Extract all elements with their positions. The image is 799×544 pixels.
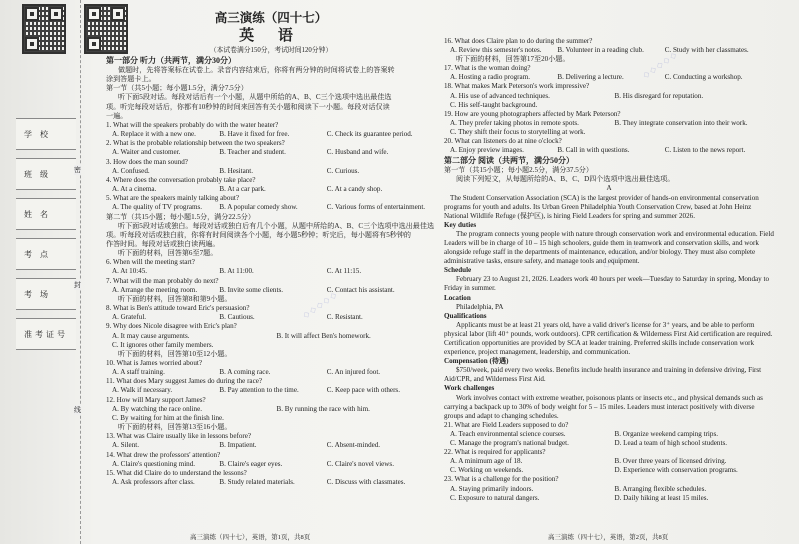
option: A. Arrange the meeting room. xyxy=(112,285,198,294)
heading-compensation: Compensation (待遇) xyxy=(444,357,509,366)
strip-exam-room: 考 场 xyxy=(16,278,76,310)
question xyxy=(106,377,436,395)
question-stem: 11. What does Mary suggest James do during the race? xyxy=(106,377,263,386)
option: B. Hesitant. xyxy=(219,166,254,175)
footer-page-2: 高三演练（四十七），英语，第2页，共8页 xyxy=(548,534,669,541)
option-row xyxy=(106,203,436,212)
part2-instr: 阅读下列短文，从每题所给的A、B、C、D四个选项中选出最佳选项。 xyxy=(456,175,675,184)
footer-page-1: 高三演练（四十七），英语，第1页，共8页 xyxy=(190,534,311,541)
option: A. The quality of TV programs. xyxy=(112,203,203,212)
option: C. Conducting a workshop. xyxy=(664,73,743,82)
question xyxy=(444,37,774,55)
option: C. By waiting for him at the finish line. xyxy=(112,413,224,422)
option: A. They prefer taking photos in remote spots. xyxy=(450,118,579,127)
heading-challenges: Work challenges xyxy=(444,384,495,393)
heading-location: Location xyxy=(444,293,471,302)
option: A. Hosting a radio program. xyxy=(450,73,530,82)
question xyxy=(444,475,774,502)
option: A. Waiter and customer. xyxy=(112,148,181,157)
option: A. By watching the race online. xyxy=(112,404,203,413)
binding-mark-close: 封 xyxy=(74,281,81,289)
option: C. At 11:15. xyxy=(326,267,362,276)
option-row xyxy=(444,494,774,503)
option: C. Listen to the news report. xyxy=(664,146,746,155)
option: A. Grateful. xyxy=(112,313,147,322)
option: B. Organize weekend camping trips. xyxy=(614,429,718,438)
question-stem: 9. Why does Nicole disagree with Eric's plan? xyxy=(106,322,237,331)
questions-1-5 xyxy=(106,121,436,213)
option-row xyxy=(106,267,436,276)
question xyxy=(106,158,436,176)
option-row xyxy=(106,478,436,487)
option: A. Staying primarily indoors. xyxy=(450,484,534,493)
question-stem: 6. When will the meeting start? xyxy=(106,258,195,267)
material-note-10: 听下面的材料，回答第10至12小题。 xyxy=(118,349,232,358)
question xyxy=(106,194,436,212)
heading-qualifications: Qualifications xyxy=(444,311,487,320)
option: C. Husband and wife. xyxy=(326,148,389,157)
question xyxy=(444,137,774,155)
option: C. His self-taught background. xyxy=(450,100,538,109)
column-right xyxy=(444,37,774,503)
binding-line xyxy=(80,0,81,544)
passage-location: Philadelphia, PA xyxy=(456,302,504,311)
option: B. Delivering a lecture. xyxy=(557,73,624,82)
option-row xyxy=(444,73,774,82)
option: C. An injured foot. xyxy=(326,368,381,377)
option-row xyxy=(106,313,436,322)
option-row xyxy=(444,92,774,101)
option-row xyxy=(106,441,436,450)
question xyxy=(106,359,436,377)
option: C. Absent-minded. xyxy=(326,441,381,450)
question-stem: 21. What are Field Leaders supposed to do? xyxy=(444,420,569,429)
question xyxy=(106,451,436,469)
option: B. His disregard for reputation. xyxy=(614,91,704,100)
option: C. Contact his assistant. xyxy=(326,285,395,294)
option: C. Discuss with classmates. xyxy=(326,478,406,487)
passage-intro: The Student Conservation Association (SCA) is the largest provider of hands-on environmental conservation programs for youth and adults. Its Urban Green Philadelphia Youth Conservation Crew, based at John Heinz National Wildlife Refuge (保护区), is hiring Field Leaders for spring and summer 2026. xyxy=(444,193,759,220)
column-left xyxy=(106,6,436,487)
option: D. Daily hiking at least 15 miles. xyxy=(614,493,709,502)
option-row xyxy=(106,368,436,377)
option-row xyxy=(106,130,436,139)
option: A. Confused. xyxy=(112,166,150,175)
option: C. It ignores other family members. xyxy=(112,340,214,349)
option: B. Impatient. xyxy=(219,441,257,450)
option: C. Manage the program's national budget. xyxy=(450,439,569,448)
option: A. His use of advanced techniques. xyxy=(450,91,550,100)
qr-code-left xyxy=(22,4,66,54)
question-stem: 7. What will the man probably do next? xyxy=(106,276,219,285)
strip-exam-number: 准考证号 xyxy=(16,318,76,350)
option: C. Exposure to natural dangers. xyxy=(450,493,540,502)
option: A. Silent. xyxy=(112,441,139,450)
option: B. It will affect Ben's homework. xyxy=(276,331,371,340)
heading-duties: Key duties xyxy=(444,220,477,229)
strip-class: 班 级 xyxy=(16,158,76,190)
question xyxy=(444,421,774,448)
option: A. Claire's questioning mind. xyxy=(112,459,196,468)
option-row xyxy=(106,460,436,469)
option: C. Curious. xyxy=(326,166,360,175)
option-row xyxy=(444,485,774,494)
option: A. Walk if necessary. xyxy=(112,386,173,395)
option-row xyxy=(106,386,436,395)
binding-mark-line: 线 xyxy=(74,406,81,414)
question-stem: 14. What drew the professors' attention? xyxy=(106,450,221,459)
passage-duties: The program connects young people with nature through conservation work and environmental education. Field Leaders will be in charge of 10 – 15 high schoolers, guide them in teamwork and conservation skills, and work alongside refuge staff in the departments of maintenance, education, and/or biology. They must also complete administrative tasks, ensure safety, and manage tools and equipment. xyxy=(444,229,774,266)
option-row xyxy=(444,466,774,475)
student-info-strip xyxy=(16,118,76,339)
option-row xyxy=(106,167,436,176)
option: B. Over three years of licensed driving. xyxy=(614,457,727,466)
option: A. At 10:45. xyxy=(112,267,148,276)
question xyxy=(106,304,436,322)
question xyxy=(106,121,436,139)
option: A. At a cinema. xyxy=(112,185,157,194)
question-stem: 12. How will Mary support James? xyxy=(106,395,206,404)
part1-title: 第一部分 听力（共两节，满分30分） xyxy=(106,56,236,65)
option: A. Ask professors after class. xyxy=(112,478,195,487)
option-row xyxy=(106,332,436,341)
part1-instr-1: 做题时，先将答案标在试卷上。录音内容结束后，你将有两分钟的时间将试卷上的答案转 xyxy=(118,66,395,74)
question xyxy=(106,258,436,276)
part1-instr-2: 涂到答题卡上。 xyxy=(106,75,156,84)
question xyxy=(444,64,774,82)
material-note-17: 听下面的材料，回答第17至20小题。 xyxy=(456,55,570,64)
question-stem: 18. What makes Mark Peterson's work impressive? xyxy=(444,82,590,91)
option: D. Experience with conservation programs. xyxy=(614,466,738,475)
option-row xyxy=(444,146,774,155)
question-stem: 23. What is a challenge for the position? xyxy=(444,475,559,484)
option: B. Invite some clients. xyxy=(219,285,283,294)
material-note-6: 听下面的材料，回答第6至7题。 xyxy=(118,249,218,258)
option: B. Pay attention to the time. xyxy=(219,386,299,395)
watermark-stamp: ◇◇◇◇◇ xyxy=(641,49,680,80)
option: C. Keep pace with others. xyxy=(326,386,400,395)
option: C. Resistant. xyxy=(326,313,363,322)
question-stem: 19. How are young photographers affected by Mark Peterson? xyxy=(444,109,621,118)
material-note-8: 听下面的材料，回答第8和第9小题。 xyxy=(118,294,232,303)
strip-exam-site: 考 点 xyxy=(16,238,76,270)
option: C. At a candy shop. xyxy=(326,185,383,194)
option: D. Lead a team of high school students. xyxy=(614,439,727,448)
question xyxy=(106,176,436,194)
sec1-instr-3: 一遍。 xyxy=(106,111,128,120)
option: B. They integrate conservation into their work. xyxy=(614,118,748,127)
question-stem: 1. What will the speakers probably do with the water heater? xyxy=(106,120,279,129)
sec2-instr-2: 项。听每段对话或独白前，你将有时间阅读各个小题，每小题5秒钟；听完后，每小题将有5秒钟的 xyxy=(106,230,412,239)
question-stem: 13. What was Claire usually like in lessons before? xyxy=(106,432,252,441)
sec2-instr-1: 听下面5段对话或独白。每段对话或独白后有几个小题，从题中所给的A、B、C三个选项中选出最佳选 xyxy=(118,221,435,230)
passage-qualifications: Applicants must be at least 21 years old, have a valid driver's license for 3⁺ years, and be able to perform physical labor (lift 40⁺ pounds, work outdoors). CPR certification & Wilderness First Aid certification are required. Certification opportunities are provided by SCA at leader training. Preferred skills include conservation work experience, project management, leadership, and communication. xyxy=(444,320,773,357)
question-stem: 3. How does the man sound? xyxy=(106,157,188,166)
option: B. Volunteer in a reading club. xyxy=(557,46,644,55)
question-stem: 10. What is James worried about? xyxy=(106,359,203,367)
question-stem: 20. What can listeners do at nine o'clock? xyxy=(444,137,562,146)
question xyxy=(106,396,436,423)
option-row xyxy=(444,46,774,55)
strip-school: 学 校 xyxy=(16,118,76,150)
question-stem: 4. Where does the conversation probably take place? xyxy=(106,175,256,184)
passage-compensation: $750/week, paid every two weeks. Benefits include health insurance and training in defensive driving, First Aid/CPR, and Wilderness First Aid. xyxy=(444,366,762,384)
sec2-instr-3: 作答时间。每段对话或独白读两遍。 xyxy=(106,239,220,248)
option: B. At 11:00. xyxy=(219,267,254,276)
option: B. Teacher and student. xyxy=(219,148,286,157)
option: A. Review this semester's notes. xyxy=(450,46,542,55)
strip-name: 姓 名 xyxy=(16,198,76,230)
watermark-stamp: ◇◇◇◇◇ xyxy=(601,239,640,270)
option: A. Teach environmental science courses. xyxy=(450,429,566,438)
question-stem: 5. What are the speakers mainly talking about? xyxy=(106,194,240,203)
option-row xyxy=(444,457,774,466)
option: A. It may cause arguments. xyxy=(112,331,190,340)
passage-schedule: February 23 to August 21, 2026. Leaders work 40 hours per week—Tuesday to Saturday in spring, Monday to Friday in summer. xyxy=(444,275,770,293)
option: B. Arranging flexible schedules. xyxy=(614,484,707,493)
question xyxy=(106,139,436,157)
question xyxy=(444,110,774,137)
question-stem: 16. What does Claire plan to do during the summer? xyxy=(444,37,593,45)
option-row xyxy=(444,439,774,448)
option-row xyxy=(444,119,774,128)
exam-note: （本试卷满分150分，考试时间120分钟） xyxy=(209,47,333,54)
binding-mark-seal: 密 xyxy=(74,166,81,174)
sec1-instr-2: 项。听完每段对话后，你都有10秒钟的时间来回答有关小题和阅读下一小题。每段对话仅读 xyxy=(106,102,390,111)
option-row xyxy=(444,430,774,439)
option: A. Enjoy preview images. xyxy=(450,146,524,155)
option: B. At a car park. xyxy=(219,185,266,194)
sec1-title: 第一节（共5小题；每小题1.5分，满分7.5分） xyxy=(106,84,248,93)
question xyxy=(106,322,436,349)
passage-challenges: Work involves contact with extreme weather, poisonous plants or insects etc., and physical demands such as carrying a backpack up to 30% of body weight for 5 – 15 miles. Leaders must interact positively with diverse groups and adapt to changing schedules. xyxy=(444,393,763,420)
option: A. A minimum age of 18. xyxy=(450,457,523,466)
question-stem: 17. What is the woman doing? xyxy=(444,64,531,73)
exam-title: 高三演练（四十七） xyxy=(214,11,328,25)
option: B. A popular comedy show. xyxy=(219,203,298,212)
question xyxy=(444,448,774,475)
option: B. By running the race with him. xyxy=(276,404,370,413)
question-stem: 8. What is Ben's attitude toward Eric's persuasion? xyxy=(106,304,250,313)
part2-title: 第二部分 阅读（共两节，满分50分） xyxy=(444,156,574,166)
question xyxy=(444,82,774,109)
sec1-instr-1: 听下面5段对话。每段对话后有一个小题，从题中所给的A、B、C三个选项中选出最佳选 xyxy=(118,93,392,102)
option: C. Check its guarantee period. xyxy=(326,130,413,139)
option: C. They shift their focus to storytelling at work. xyxy=(450,127,586,136)
question-stem: 15. What did Claire do to understand the lessons? xyxy=(106,468,247,477)
passage-letter: A xyxy=(606,184,612,193)
option: B. Call in with questions. xyxy=(557,146,630,155)
option: C. Working on weekends. xyxy=(450,466,524,475)
option: B. Study related materials. xyxy=(219,478,295,487)
material-note-13: 听下面的材料，回答第13至16小题。 xyxy=(118,423,232,432)
option: C. Various forms of entertainment. xyxy=(326,203,426,212)
sec2-title: 第二节（共15小题；每小题1.5分，满分22.5分） xyxy=(106,212,255,221)
option: C. Claire's novel views. xyxy=(326,459,394,468)
option: B. Cautious. xyxy=(219,313,255,322)
option: B. A coming race. xyxy=(219,368,271,377)
option: B. Have it fixed for free. xyxy=(219,130,290,139)
question-stem: 2. What is the probable relationship between the two speakers? xyxy=(106,139,285,148)
heading-schedule: Schedule xyxy=(444,266,472,275)
option-row xyxy=(106,405,436,414)
question-stem: 22. What is required for applicants? xyxy=(444,448,546,457)
question xyxy=(106,432,436,450)
question xyxy=(106,469,436,487)
option-row xyxy=(106,286,436,295)
exam-subject: 英 语 xyxy=(239,28,303,44)
part2-sec1: 第一节（共15小题；每小题2.5分，满分37.5分） xyxy=(444,166,593,175)
option: A. Replace it with a new one. xyxy=(112,130,196,139)
option: B. Claire's eager eyes. xyxy=(219,459,283,468)
question xyxy=(106,277,436,295)
option-row xyxy=(106,148,436,157)
option-row xyxy=(106,185,436,194)
option: C. Study with her classmates. xyxy=(664,46,749,55)
option: A. A staff training. xyxy=(112,368,165,377)
watermark-stamp: ◇◇◇◇◇ xyxy=(301,289,340,320)
